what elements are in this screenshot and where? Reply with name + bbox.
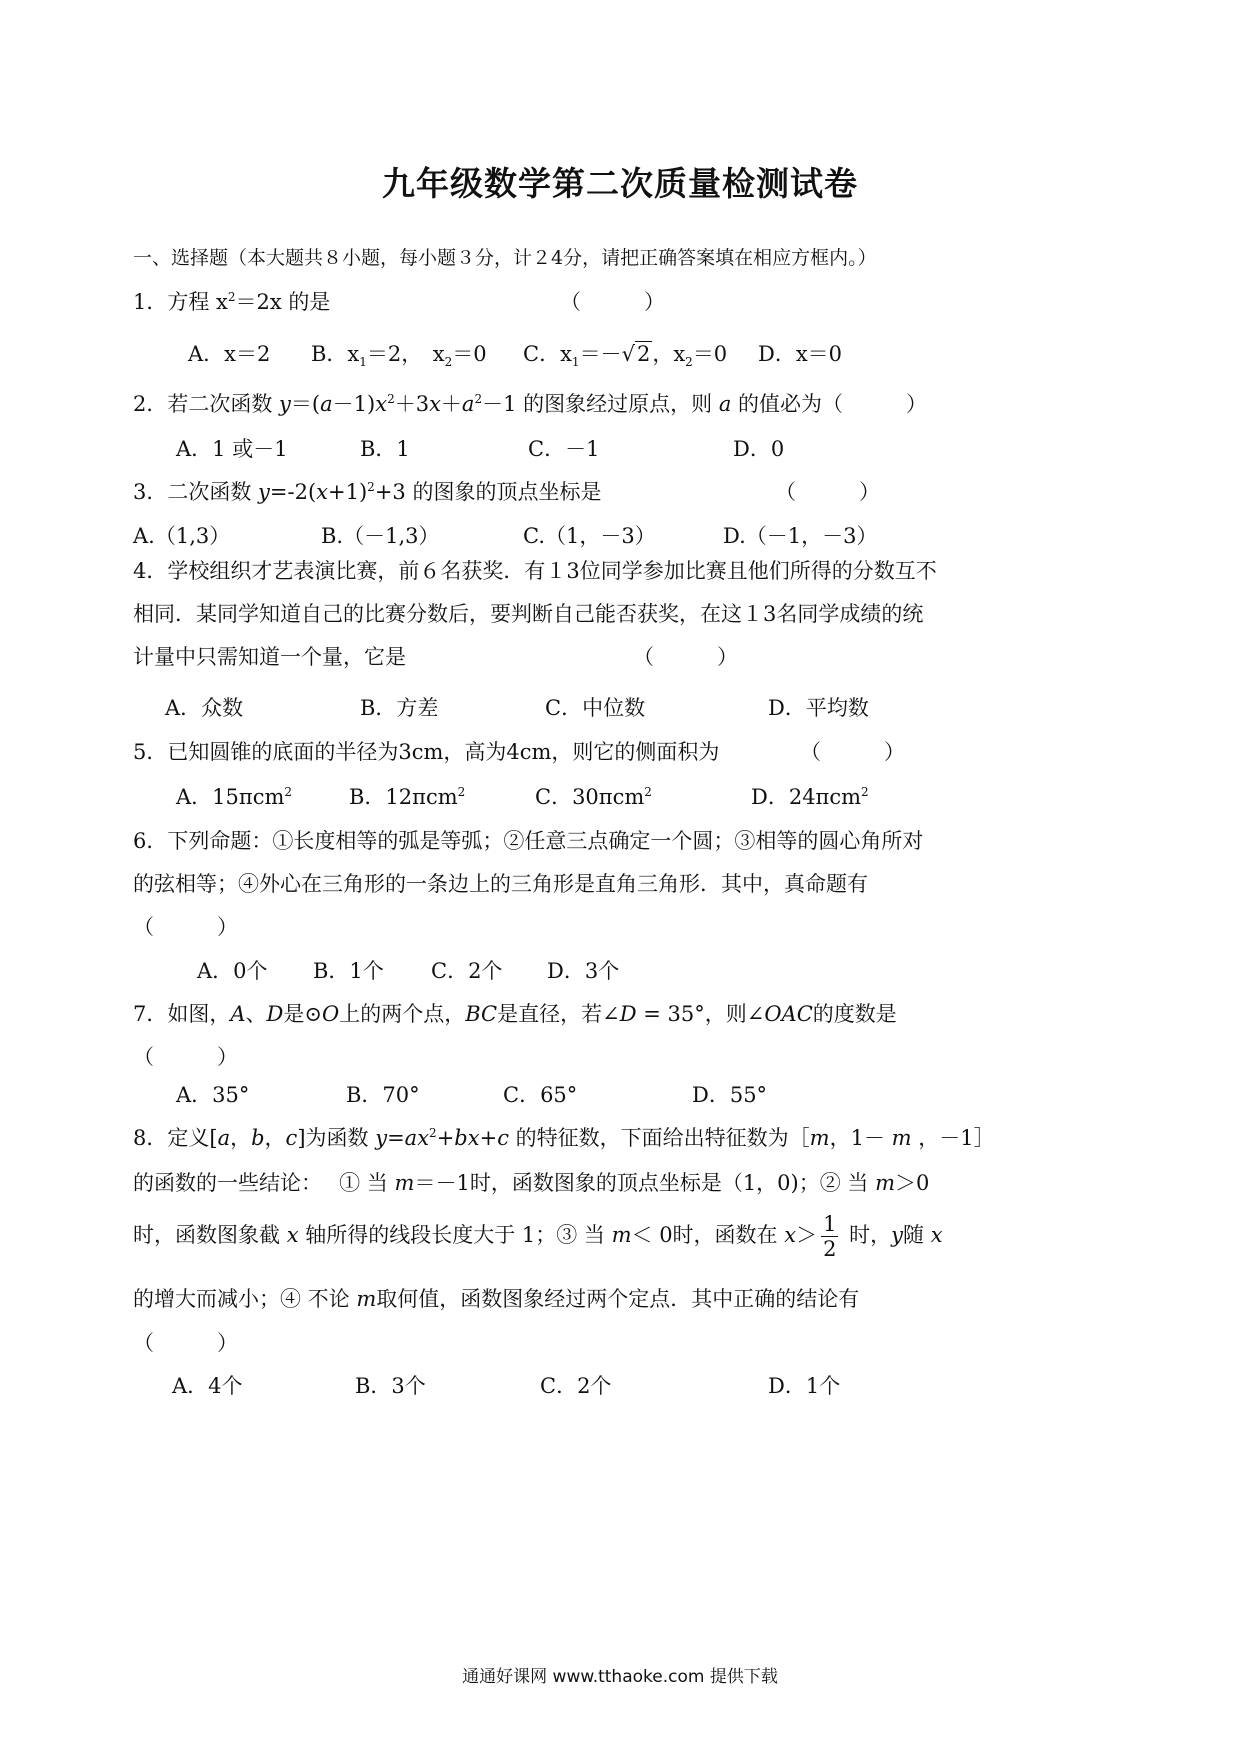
q5-option-b: B．12πcm$^2$ [349,785,466,809]
question-2: 2．若二次函数 $y=(a-1)x^2+3x+a^2-1$ 的图象经过原点，则 a 的值必为（ ） [133,392,928,416]
question-7: 7．如图，A、D是⊙O上的两个点，BC是直径，若∠D = 35°，则∠OAC的度数是 [133,1002,897,1026]
question-8-line-2: 的函数的一些结论： ① 当 m＝－1时，函数图象的顶点坐标是（1，0)；② 当 m＞0 [133,1171,930,1195]
q3-option-d: D.（－1，－3） [723,524,878,548]
question-8-line-1: 8．定义[a，b，c]为函数 $y=ax^2+bx+c$ 的特征数，下面给出特征数为［m，1－ m ，－1］ [133,1126,995,1150]
q8-option-b: B．3个 [355,1374,426,1398]
q5-option-d: D．24πcm$^2$ [751,785,869,809]
answer-blank-4: （ ） [633,645,738,669]
answer-blank-3: （ ） [775,480,880,504]
q3-option-c: C.（1，－3） [523,524,656,548]
question-8-line-3: 时，函数图象截 x 轴所得的线段长度大于 1；③ 当 m＜ 0时，函数在 x＞ $\frac{1}{2}$ 时，y随 x [133,1212,943,1261]
question-8-line-4: 的增大而减小；④ 不论 m取何值，函数图象经过两个定点．其中正确的结论有 [133,1287,860,1311]
q7-option-a: A．35° [176,1083,250,1107]
question-4-line-1: 4．学校组织才艺表演比赛，前６名获奖．有１3位同学参加比赛且他们所得的分数互不 [133,559,937,583]
q3-option-a: A.（1,3） [133,524,231,548]
answer-blank-5: （ ） [800,740,905,764]
question-3: 3．二次函数 $y=-2(x+1)^2+3$ 的图象的顶点坐标是 [133,480,602,504]
q1-option-a: A．x＝2 [188,342,271,366]
q2-option-a: A．1 或－1 [176,437,288,461]
question-4-line-3: 计量中只需知道一个量，它是 [133,645,406,669]
q7-option-d: D．55° [692,1083,768,1107]
q1-option-c: C．$x_1=-√2$，$x_2=0$ [523,342,728,370]
q4-option-b: B．方差 [360,696,439,720]
answer-blank-7: （ ） [133,1045,238,1069]
q8-option-c: C．2个 [540,1374,612,1398]
question-6-line-2: 的弦相等；④外心在三角形的一条边上的三角形是直角三角形．其中，真命题有 [133,872,868,896]
fraction-one-half: $\frac{1}{2}$ [823,1212,837,1261]
q5-option-c: C．30πcm$^2$ [535,785,652,809]
answer-blank-6: （ ） [133,915,238,939]
q6-option-c: C．2个 [431,959,503,983]
q1-option-d: D．x＝0 [758,342,843,366]
q6-option-b: B．1个 [313,959,384,983]
q2-option-d: D．0 [733,437,785,461]
q8-option-d: D．1个 [768,1374,841,1398]
question-1: 1．方程 $x^2=2x$ 的是 [133,290,331,314]
question-5: 5．已知圆锥的底面的半径为3cm，高为4cm，则它的侧面积为 [133,740,720,764]
q6-option-d: D．3个 [547,959,620,983]
q7-option-b: B．70° [346,1083,420,1107]
q5-option-a: A．15πcm$^2$ [176,785,293,809]
question-4-line-2: 相同．某同学知道自己的比赛分数后，要判断自己能否获奖，在这１3名同学成绩的统 [133,602,924,626]
answer-blank-8: （ ） [133,1331,238,1355]
answer-blank-1: （ ） [560,290,665,314]
q4-option-a: A．众数 [165,696,244,720]
page-footer: 通通好课网 www.tthaoke.com 提供下载 [462,1667,778,1687]
q2-option-b: B．1 [360,437,410,461]
q6-option-a: A．0个 [197,959,268,983]
q7-option-c: C．65° [503,1083,578,1107]
question-6-line-1: 6．下列命题：①长度相等的弧是等弧；②任意三点确定一个圆；③相等的圆心角所对 [133,829,924,853]
q1-option-b: B．$x_1=2$， $x_2=0$ [311,342,487,370]
q8-option-a: A．4个 [172,1374,243,1398]
q4-option-d: D．平均数 [768,696,869,720]
q2-option-c: C．－1 [528,437,600,461]
q4-option-c: C．中位数 [545,696,646,720]
sqrt-symbol: √2 [621,342,651,366]
q3-option-b: B.（－1,3） [321,524,440,548]
page-title: 九年级数学第二次质量检测试卷 [382,164,858,203]
section-heading: 一、选择题（本大题共８小题，每小题３分，计２4分，请把正确答案填在相应方框内。） [133,247,877,269]
